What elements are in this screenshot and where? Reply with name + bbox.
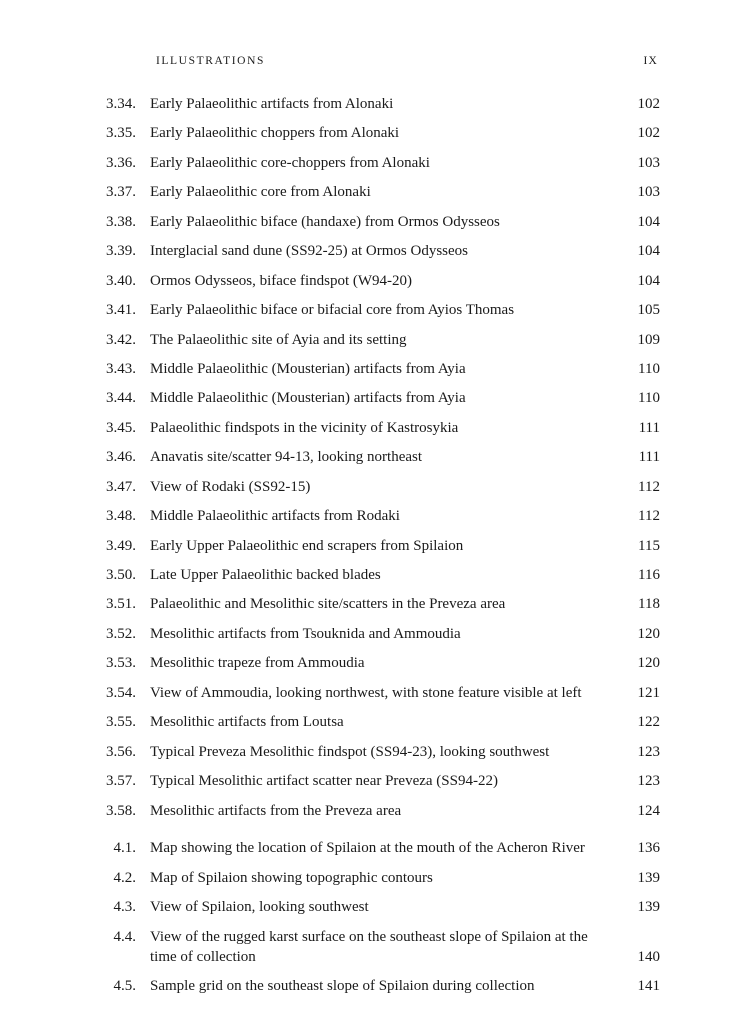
page-number: 111 <box>638 449 660 466</box>
list-item <box>88 360 660 380</box>
page-number: 120 <box>637 655 660 672</box>
figure-number: 3.36. <box>106 154 136 171</box>
running-head-title: ILLUSTRATIONS <box>156 55 265 67</box>
list-item <box>88 654 660 674</box>
figure-number: 4.4. <box>113 928 136 945</box>
page-number: 112 <box>638 508 660 525</box>
list-item <box>88 213 660 233</box>
page-number: 111 <box>638 419 660 436</box>
figure-number: 3.47. <box>106 478 136 495</box>
page-number: 102 <box>637 125 660 142</box>
running-head-folio: IX <box>643 55 658 67</box>
list-item <box>88 595 660 615</box>
running-head <box>88 55 660 67</box>
figure-caption: Anavatis site/scatter 94-13, looking northeast <box>150 449 423 466</box>
page-number: 121 <box>637 684 660 701</box>
list-item <box>88 124 660 144</box>
figure-caption: Mesolithic artifacts from Tsouknida and Ammoudia <box>150 625 461 642</box>
figure-number: 3.46. <box>106 449 136 466</box>
figure-number: 3.39. <box>106 243 136 260</box>
figure-number: 3.41. <box>106 302 136 319</box>
list-item <box>88 869 660 889</box>
figure-number: 3.58. <box>106 802 136 819</box>
figure-number: 3.48. <box>106 508 136 525</box>
figure-number: 3.43. <box>106 360 136 377</box>
list-item <box>88 566 660 586</box>
figure-caption: Mesolithic artifacts from the Preveza area <box>150 802 402 819</box>
page-number: 110 <box>638 390 660 407</box>
figure-caption: Late Upper Palaeolithic backed blades <box>150 567 381 583</box>
figure-number: 3.45. <box>106 419 136 436</box>
figure-caption: Early Palaeolithic core-choppers from Alonaki <box>150 154 430 171</box>
list-item <box>88 898 660 918</box>
figure-number: 3.56. <box>106 743 136 760</box>
figure-caption: View of Rodaki (SS92-15) <box>150 478 311 495</box>
figure-caption: Palaeolithic and Mesolithic site/scatters in the Preveza area <box>150 596 506 613</box>
figure-number: 3.51. <box>106 596 136 613</box>
page-number: 120 <box>637 625 660 642</box>
figure-number: 3.42. <box>106 331 136 348</box>
figure-number: 3.38. <box>106 213 136 230</box>
figure-caption: Mesolithic trapeze from Ammoudia <box>150 655 365 672</box>
list-item <box>88 331 660 351</box>
figure-caption: Early Upper Palaeolithic end scrapers from Spilaion <box>150 537 464 554</box>
list-item <box>88 802 660 822</box>
figure-number: 3.37. <box>106 184 136 201</box>
list-item <box>88 448 660 468</box>
figure-caption: Middle Palaeolithic (Mousterian) artifacts from Ayia <box>150 360 466 377</box>
page-number: 139 <box>637 869 660 886</box>
page-number: 139 <box>637 899 660 916</box>
page-number: 136 <box>637 840 660 857</box>
page-number: 141 <box>637 978 660 995</box>
figure-number: 3.49. <box>106 537 136 554</box>
list-item <box>88 419 660 439</box>
list-item <box>88 507 660 527</box>
page-number: 115 <box>638 537 660 554</box>
figure-number: 3.57. <box>106 773 136 790</box>
list-item <box>88 743 660 763</box>
page-number: 116 <box>638 567 660 583</box>
figure-caption: Early Palaeolithic biface (handaxe) from Ormos Odysseos <box>150 213 500 230</box>
list-item <box>88 154 660 174</box>
page-number: 123 <box>637 743 660 760</box>
figure-caption: Middle Palaeolithic (Mousterian) artifacts from Ayia <box>150 390 466 407</box>
page-number: 140 <box>637 948 660 965</box>
page-number: 103 <box>637 154 660 171</box>
figure-caption: Sample grid on the southeast slope of Spilaion during collection <box>150 978 535 995</box>
figure-caption: Early Palaeolithic core from Alonaki <box>150 184 371 201</box>
list-item <box>88 772 660 792</box>
page-number: 105 <box>637 302 660 319</box>
page-number: 124 <box>637 802 660 819</box>
figure-caption: Early Palaeolithic choppers from Alonaki <box>150 125 400 142</box>
figure-number: 4.5. <box>113 978 136 995</box>
page-number: 122 <box>637 714 660 731</box>
figure-number: 3.50. <box>106 567 136 583</box>
list-item <box>88 301 660 321</box>
figure-number: 3.35. <box>106 125 136 142</box>
list-item <box>88 713 660 733</box>
figure-number: 3.44. <box>106 390 136 407</box>
figure-number: 4.3. <box>113 899 136 916</box>
page-number: 103 <box>637 184 660 201</box>
figure-caption: Ormos Odysseos, biface findspot (W94-20) <box>150 272 413 289</box>
figure-caption: View of Ammoudia, looking northwest, with stone feature visible at left <box>150 684 582 701</box>
list-item <box>88 95 660 115</box>
page-number: 104 <box>637 243 660 260</box>
figure-caption: Early Palaeolithic artifacts from Alonaki <box>150 96 394 112</box>
figure-caption: Typical Mesolithic artifact scatter near Preveza (SS94-22) <box>150 773 498 790</box>
figure-caption: Map of Spilaion showing topographic contours <box>150 869 433 886</box>
figure-caption: Middle Palaeolithic artifacts from Rodaki <box>150 508 400 525</box>
figure-number: 4.1. <box>113 840 136 857</box>
page-number: 109 <box>637 331 660 348</box>
page-number: 104 <box>637 213 660 230</box>
page-number: 123 <box>637 773 660 790</box>
figure-caption: Typical Preveza Mesolithic findspot (SS94-23), looking southwest <box>150 743 550 760</box>
list-item <box>88 839 660 859</box>
page-number: 112 <box>638 478 660 495</box>
page-number: 104 <box>637 272 660 289</box>
figure-caption: View of the rugged karst surface on the southeast slope of Spilaion at the time of collection <box>150 928 588 965</box>
illustrations-list <box>88 95 660 997</box>
figure-number: 3.52. <box>106 625 136 642</box>
page-number: 110 <box>638 360 660 377</box>
list-item <box>88 478 660 498</box>
figure-number: 3.40. <box>106 272 136 289</box>
figure-caption: Palaeolithic findspots in the vicinity of Kastrosykia <box>150 419 459 436</box>
figure-caption: The Palaeolithic site of Ayia and its setting <box>150 331 407 348</box>
list-item <box>88 625 660 645</box>
list-item <box>88 977 660 997</box>
figure-caption: View of Spilaion, looking southwest <box>150 899 369 916</box>
list-item <box>88 928 660 968</box>
list-item <box>88 272 660 292</box>
page-number: 102 <box>637 96 660 112</box>
figure-number: 3.53. <box>106 655 136 672</box>
figure-number: 3.54. <box>106 684 136 701</box>
figure-number: 3.55. <box>106 714 136 731</box>
figure-number: 3.34. <box>106 96 136 112</box>
figure-number: 4.2. <box>113 869 136 886</box>
list-item <box>88 389 660 409</box>
list-item <box>88 242 660 262</box>
figure-caption: Map showing the location of Spilaion at the mouth of the Acheron River <box>150 840 585 857</box>
figure-caption: Mesolithic artifacts from Loutsa <box>150 714 344 731</box>
list-item <box>88 183 660 203</box>
page-number: 118 <box>638 596 660 613</box>
list-item <box>88 684 660 704</box>
figure-caption: Early Palaeolithic biface or bifacial core from Ayios Thomas <box>150 302 515 319</box>
figure-caption: Interglacial sand dune (SS92-25) at Ormos Odysseos <box>150 243 469 260</box>
list-item <box>88 537 660 557</box>
